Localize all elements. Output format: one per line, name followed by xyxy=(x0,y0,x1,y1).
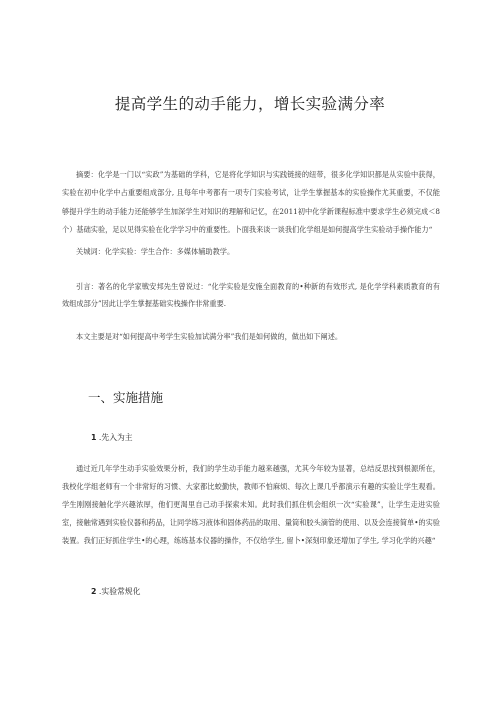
subsection-heading-1 xyxy=(91,432,133,443)
subsection-number: 2 xyxy=(91,587,97,596)
outline-paragraph: 本文主要是对“如何提高中考学生实验加试满分率”我们是如何做的，做出如下阐述。 xyxy=(76,332,343,341)
subsection-heading-2 xyxy=(91,586,140,597)
keywords-paragraph: 关​城词：化学实验：学生合作：多媒体辅助教学。 xyxy=(76,247,235,256)
subsection-title: .先入为主 xyxy=(98,433,133,442)
document-title: 提高学生的动手能力，增长实验满分率 xyxy=(114,95,386,113)
subsection-title: .实验常规化 xyxy=(98,587,141,596)
subsection-number: 1 xyxy=(91,433,97,442)
abstract-paragraph: 摘要：化学是一门以“实政”为基础的学科，它是将化学知识与实践链接的纽带，很多化学知识都是从实验中获得，实验在初中化学中占重要组成部分, 且每年中考都有一项专门实验考试，让学生掌握基本的实验操作尤其重要，不仅能够提升学生的动手能力还能够学生加深学生对知识的理解和记忆，在2011初中化学新课程标准中要求学生必须完成＜8个）基础实验，足以见得实验在化学学习中的重要性。卜面我来谈一谈我们化学组是如何提高学生实验动手操作能力“ xyxy=(62,170,440,234)
section-heading: 一、实施措施 xyxy=(88,390,164,405)
introduction-paragraph: 引言：著名的化学家戦安邦先生曾说过：“化学实验是安施全面教育的•种新的有效形式, 是化学学科素质教育的有效组成部分”因此让学生掌握基础实栈操作非常重要. xyxy=(62,282,440,308)
body-paragraph: 通过近几年学生动手实验效果分析，我们的学生动手能力越来越强，尤其今年较为显著，总结反思找到根源所在，我校化学组老师有一个非常好的习惯、大家都比蛟勤快，教师不怕麻烦、每次上课几乎都演示有趣的实验让学生观看。学生刚刚接触化学兴趣浓厚，他们更渴里自己动手探索未知。此时我们抓住机会组织一次“实验课”，让学生走进实验室，接触常遇到实验仪器和药品，让同学练习液体和固体药品的取用、量筒和胶头滴管的使用、以及会连接简单•的实验装置。我们正好抓住学生•的心理，练练基本仪器的操作，不仅给学生, 留卜•深刻印象还增加了学生, 学习化学的兴趣“ xyxy=(62,464,440,546)
